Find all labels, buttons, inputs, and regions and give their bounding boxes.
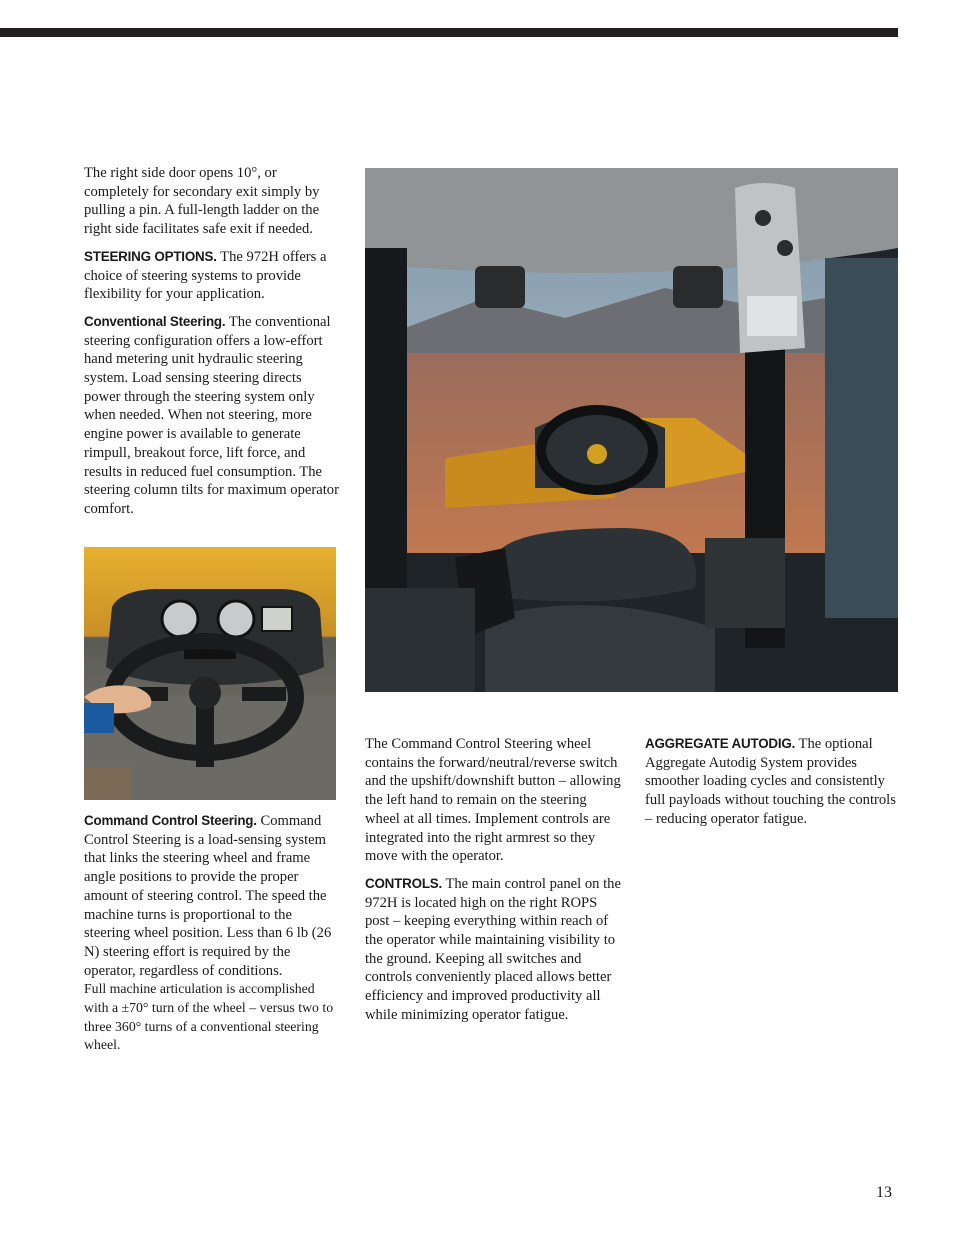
left-column-lower [84, 812, 340, 1064]
page-number: 13 [876, 1184, 892, 1201]
controls-heading: CONTROLS. [365, 875, 443, 891]
aggregate-autodig-heading: AGGREGATE AUTODIG. [645, 736, 796, 751]
conventional-steering-paragraph [84, 313, 340, 519]
command-control-text: Command Control Steering is a load-sensing system that links the steering wheel and frame angle positions to provide the proper amount of steering control. The speed the machine turns is proportional to the steering wheel position. Less than 6 lb (26 N) steering effort is required by the operator, regardless of conditions. [84, 813, 332, 979]
intro-paragraph: The right side door opens 10°, or completely for secondary exit simply by pulling a pin. A full-length ladder on the right side facilitates safe exit if needed. [84, 165, 320, 238]
steering-wheel-photo [84, 547, 336, 800]
conventional-steering-text: The conventional steering configuration offers a low-effort hand metering unit hydraulic steering system. Load sensing steering directs power through the steering system only when needed. When not steering, more engine power is available to generate rimpull, breakout force, lift force, and results in reduced fuel consumption. The steering column tilts for maximum operator comfort. [84, 313, 339, 517]
right-column [645, 735, 901, 838]
steering-options-heading: STEERING OPTIONS. [84, 248, 217, 264]
top-rule [0, 28, 898, 37]
steering-options-paragraph [84, 248, 340, 304]
aggregate-autodig-text: The optional Aggregate Autodig System provides smoother loading cycles and consistently full payloads without touching the controls – reducing operator fatigue. [645, 736, 896, 827]
conventional-steering-heading: Conventional Steering. [84, 313, 226, 329]
steering-wheel-paragraph: The Command Control Steering wheel contains the forward/neutral/reverse switch and the upshift/downshift button – allowing the left hand to remain on the steering wheel at all times. Implement controls are integrated into the right armrest so they move with the operator. [365, 736, 621, 865]
command-control-heading: Command Control Steering. [84, 813, 257, 828]
articulation-paragraph: Full machine articulation is accomplished with a ±70° turn of the wheel – versus two to three 360° turns of a conventional steering wheel. [84, 981, 334, 1053]
command-control-paragraph [84, 812, 340, 980]
aggregate-autodig-paragraph [645, 735, 901, 829]
middle-column [365, 735, 621, 1034]
steering-options-text: The 972H offers a choice of steering systems to provide flexibility for your application. [84, 248, 327, 303]
controls-paragraph [365, 875, 621, 1025]
controls-text: The main control panel on the 972H is located high on the right ROPS post – keeping everything within reach of the operator while maintaining visibility to the ground. Keeping all switches and controls conveniently placed allows better efficiency and improved productivity all while minimizing operator fatigue. [365, 875, 621, 1023]
left-column [84, 164, 340, 528]
cab-interior-photo [365, 168, 898, 692]
